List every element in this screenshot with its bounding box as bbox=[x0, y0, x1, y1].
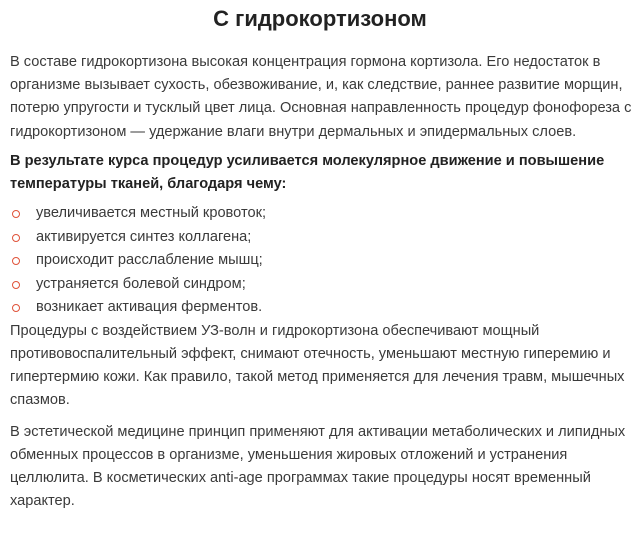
list-item bbox=[10, 226, 632, 250]
circle-bullet-icon bbox=[12, 281, 20, 289]
article-body bbox=[10, 51, 632, 513]
list-item-text: возникает активация ферментов. bbox=[36, 299, 263, 316]
result-lead-paragraph: В результате курса процедур усиливается молекулярное движение и повышение температуры тканей, благодаря чему: bbox=[10, 152, 605, 193]
list-item-text: происходит расслабление мышц; bbox=[36, 252, 263, 269]
list-item-text: увеличивается местный кровоток; bbox=[36, 205, 267, 222]
list-item bbox=[10, 273, 632, 297]
procedure-effect-paragraph: Процедуры с воздействием УЗ-волн и гидрокортизона обеспечивают мощный противовоспалительный эффект, снимают отечность, уменьшают местную гиперемию и гипертермию кожи. Как правило, такой метод применяется для лечения травм, мышечных спазмов. bbox=[10, 322, 625, 409]
circle-bullet-icon bbox=[12, 234, 20, 242]
circle-bullet-icon bbox=[12, 210, 20, 218]
circle-bullet-icon bbox=[12, 257, 20, 265]
list-item-text: активируется синтез коллагена; bbox=[36, 228, 252, 245]
list-item-text: устраняется болевой синдром; bbox=[36, 275, 246, 292]
section-title: С гидрокортизоном bbox=[213, 6, 427, 31]
effects-list bbox=[10, 202, 632, 320]
circle-bullet-icon bbox=[12, 304, 20, 312]
aesthetic-medicine-paragraph: В эстетической медицине принцип применяют для активации метаболических и липидных обменных процессов в организме, уменьшения жировых отложений и устранения целлюлита. В косметических anti-age программах такие процедуры носят временный характер. bbox=[10, 423, 626, 510]
intro-paragraph: В составе гидрокортизона высокая концентрация гормона кортизола. Его недостаток в организме вызывает сухость, обезвоживание, и, как следствие, раннее развитие морщин, потерю упругости и тусклый цвет лица. Основная направленность процедур фонофореза с гидрокортизоном — удержание влаги внутри дермальных и эпидермальных слоев. bbox=[10, 54, 632, 140]
list-item bbox=[10, 296, 632, 320]
list-item bbox=[10, 202, 632, 226]
list-item bbox=[10, 249, 632, 273]
